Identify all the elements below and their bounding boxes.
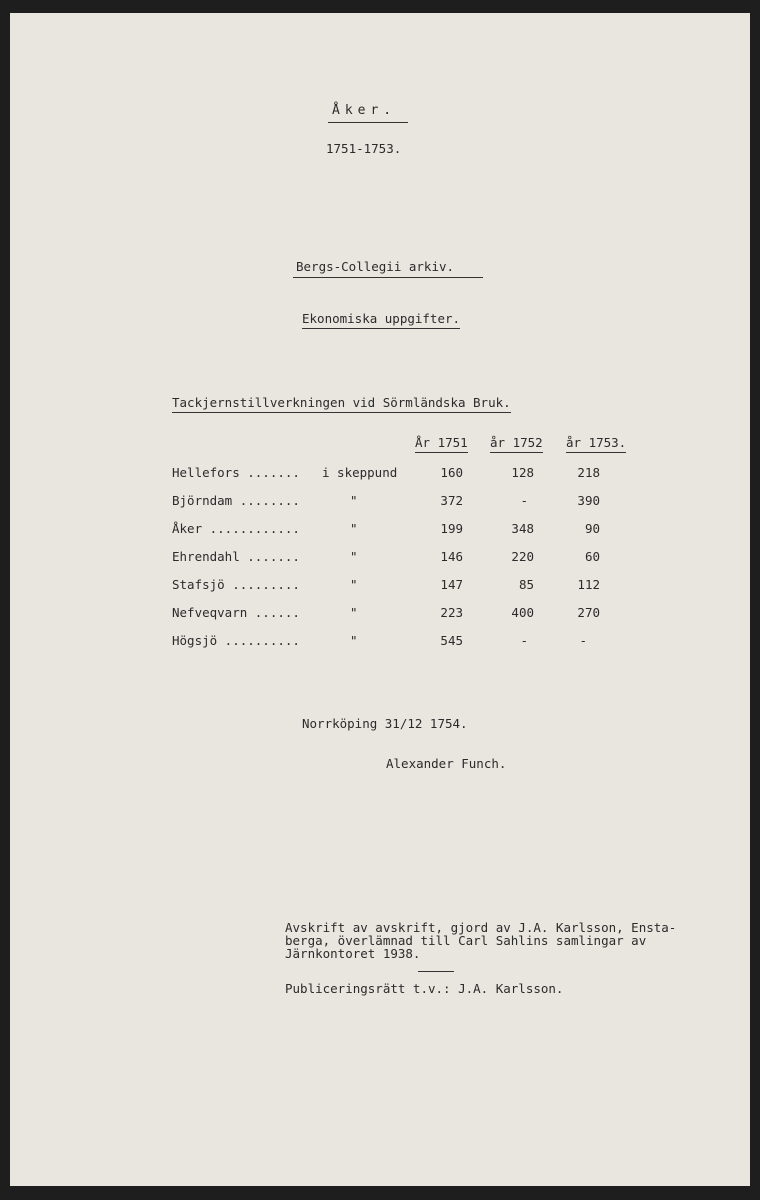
cell-1752: 220 (511, 549, 534, 564)
place-date: Norrköping 31/12 1754. (302, 716, 468, 731)
row-name: Stafsjö ......... (172, 577, 300, 592)
cell-1752: 128 (511, 465, 534, 480)
cell-1751: 372 (440, 493, 463, 508)
note-divider (418, 971, 454, 972)
row-name: Hellefors ....... (172, 465, 300, 480)
cell-1753: 90 (584, 521, 600, 536)
cell-1752: 400 (511, 605, 534, 620)
note-line: Avskrift av avskrift, gjord av J.A. Karlsson, Ensta- (285, 920, 677, 935)
col-header-1751: År 1751 (415, 435, 468, 453)
cell-1753: 218 (577, 465, 600, 480)
cell-1753: - (579, 633, 587, 648)
cell-1753: 60 (584, 549, 600, 564)
cell-1752: - (520, 493, 528, 508)
period: 1751-1753. (326, 141, 402, 156)
archive-underline (293, 277, 483, 278)
cell-1751: 545 (440, 633, 463, 648)
row-unit: " (350, 521, 358, 536)
transcription-note (285, 921, 676, 960)
cell-1751: 147 (440, 577, 463, 592)
row-name: Björndam ........ (172, 493, 300, 508)
row-unit: " (350, 493, 358, 508)
cell-1751: 223 (440, 605, 463, 620)
archive-heading: Bergs-Collegii arkiv. (296, 259, 455, 274)
row-name: Åker ............ (172, 521, 300, 536)
cell-1752: - (520, 633, 528, 648)
table-title: Tackjernstillverkningen vid Sörmländska Bruk. (172, 395, 511, 413)
cell-1752: 85 (518, 577, 534, 592)
col-header-1752: år 1752 (490, 435, 543, 453)
subject-heading: Ekonomiska uppgifter. (302, 311, 460, 329)
signature-name: Alexander Funch. (386, 756, 507, 771)
col-header-1753: år 1753. (566, 435, 626, 453)
row-unit: " (350, 549, 358, 564)
row-unit: " (350, 633, 358, 648)
cell-1753: 112 (577, 577, 600, 592)
row-unit: " (350, 605, 358, 620)
cell-1752: 348 (511, 521, 534, 536)
row-name: Nefveqvarn ...... (172, 605, 300, 620)
row-unit: " (350, 577, 358, 592)
row-unit: i skeppund (322, 465, 398, 480)
row-name: Högsjö .......... (172, 633, 300, 648)
cell-1751: 160 (440, 465, 463, 480)
cell-1751: 199 (440, 521, 463, 536)
cell-1751: 146 (440, 549, 463, 564)
document-page (10, 13, 750, 1186)
cell-1753: 270 (577, 605, 600, 620)
cell-1753: 390 (577, 493, 600, 508)
row-name: Ehrendahl ....... (172, 549, 300, 564)
document-title: Åker. (332, 103, 397, 118)
note-line: berga, överlämnad till Carl Sahlins samlingar av (285, 933, 647, 948)
note-line: Järnkontoret 1938. (285, 946, 421, 961)
publication-rights: Publiceringsrätt t.v.: J.A. Karlsson. (285, 981, 564, 996)
title-underline (328, 122, 408, 123)
